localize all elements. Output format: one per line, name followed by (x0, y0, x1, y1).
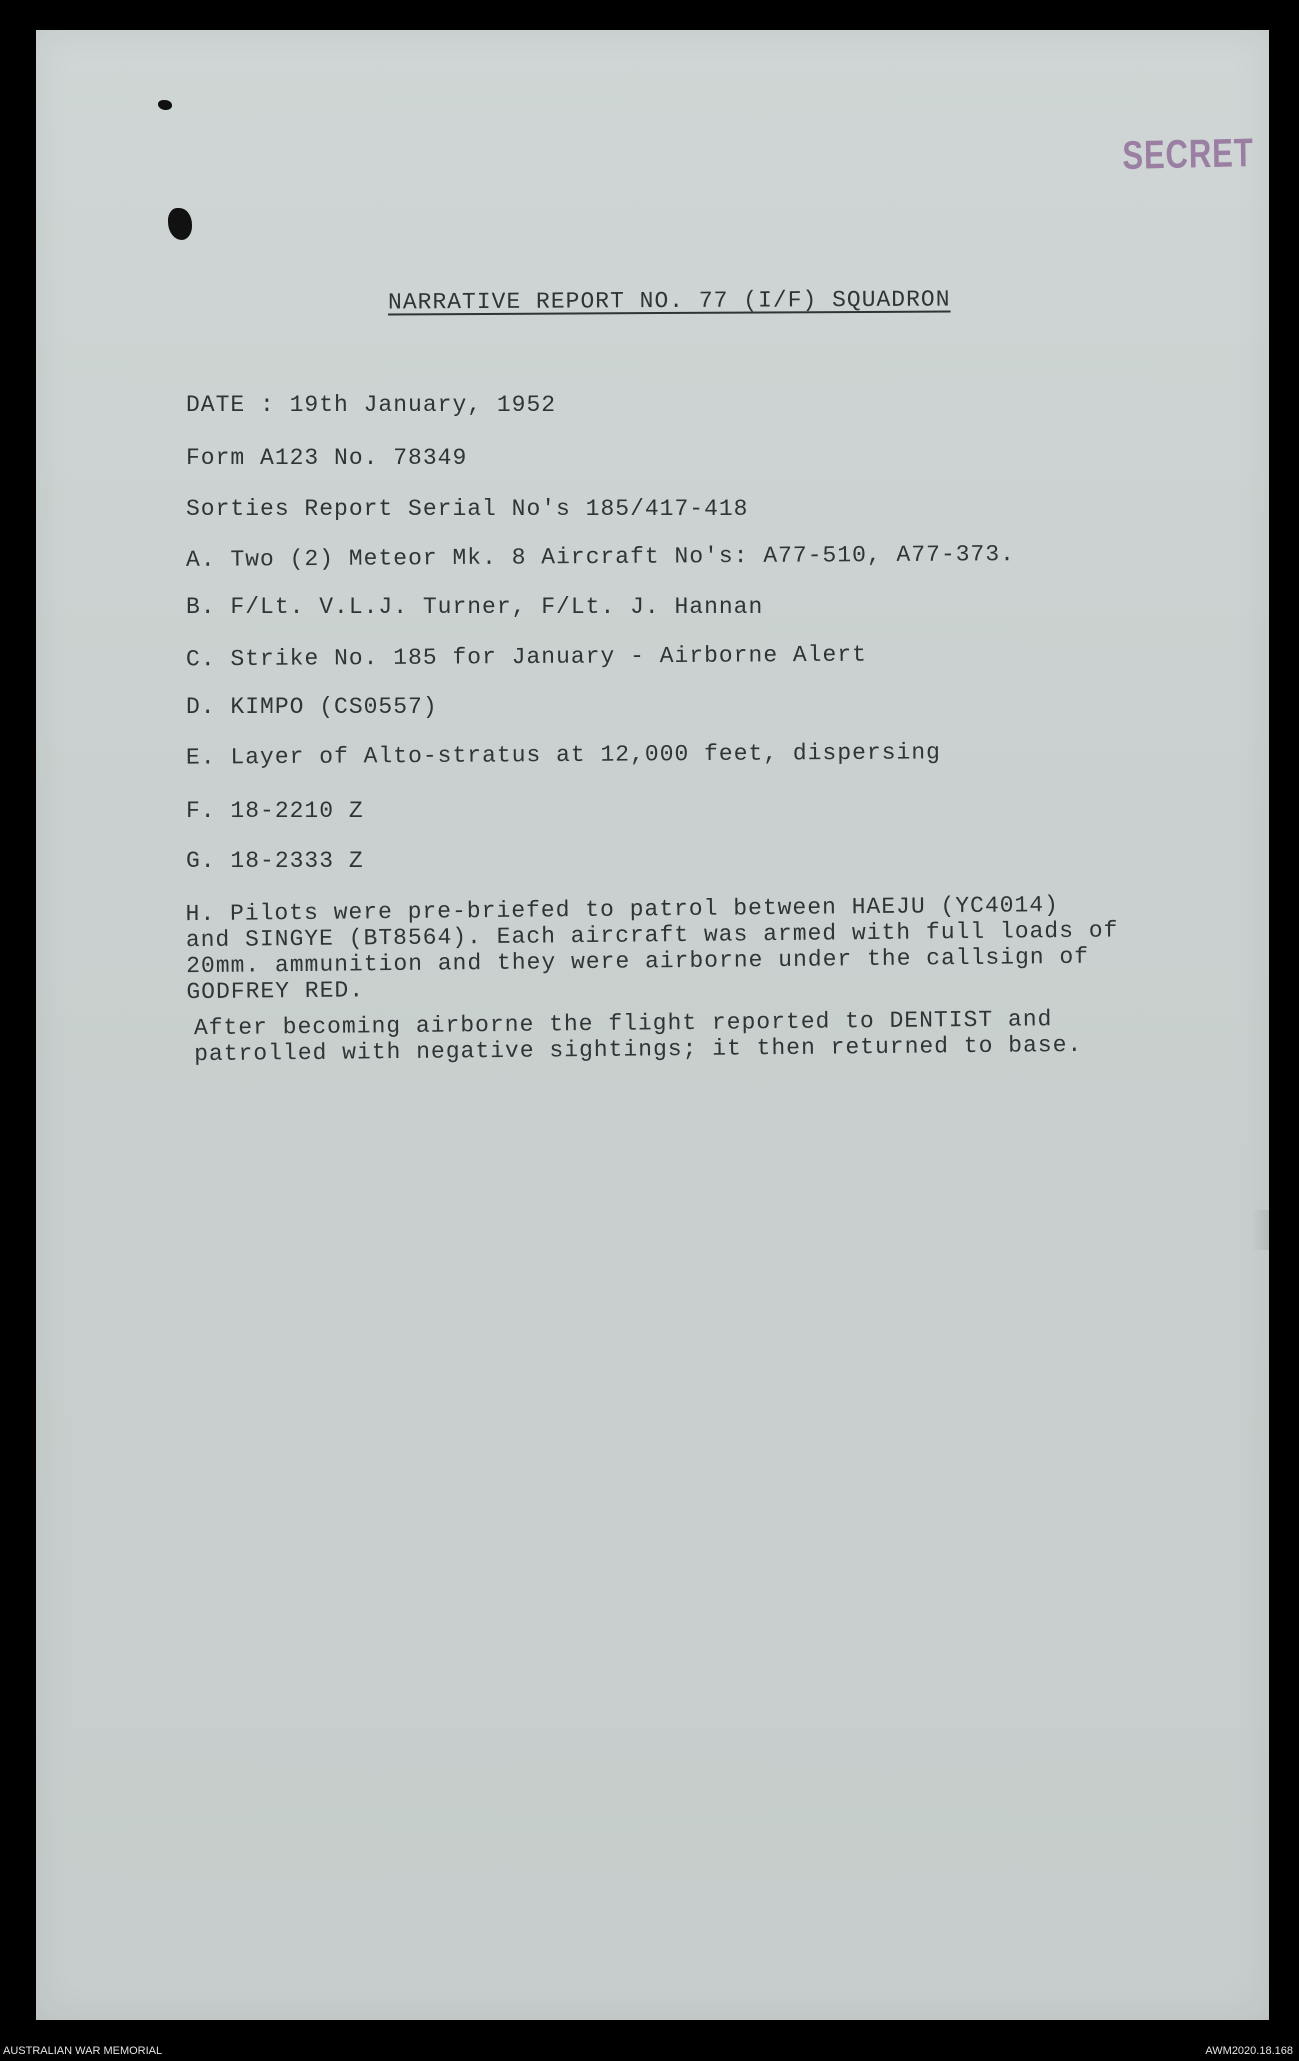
item-g: G. 18-2333 Z (186, 848, 364, 874)
footer-catalogue-id: AWM2020.18.168 (1205, 2045, 1293, 2057)
secret-stamp: SECRET (1122, 131, 1254, 178)
date-line: DATE : 19th January, 1952 (186, 392, 557, 418)
document-page (36, 30, 1269, 2020)
item-f: F. 18-2210 Z (186, 798, 364, 824)
sorties-line: Sorties Report Serial No's 185/417-418 (186, 496, 749, 522)
punch-hole-mark (158, 100, 172, 110)
item-d: D. KIMPO (CS0557) (186, 694, 438, 720)
report-title: NARRATIVE REPORT NO. 77 (I/F) SQUADRON (387, 286, 951, 316)
punch-hole (168, 208, 192, 240)
item-b: B. F/Lt. V.L.J. Turner, F/Lt. J. Hannan (186, 594, 764, 620)
item-e: E. Layer of Alto-stratus at 12,000 feet, dispersing (185, 739, 942, 771)
footer-archive-credit: AUSTRALIAN WAR MEMORIAL (3, 2045, 163, 2057)
item-c: C. Strike No. 185 for January - Airborne Alert (185, 641, 867, 673)
form-line: Form A123 No. 78349 (186, 445, 468, 471)
closing-paragraph: After becoming airborne the flight reported to DENTIST and patrolled with negative sightings; it then returned to base. (193, 1006, 1083, 1068)
paper-edge-fold (1251, 1210, 1269, 1250)
item-h-paragraph: H. Pilots were pre-briefed to patrol between HAEJU (YC4014) and SINGYE (BT8564). Each aircraft was armed with full loads of 20mm. ammunition and they were airborne under the callsign of GODFREY RED. (185, 892, 1119, 1006)
item-a: A. Two (2) Meteor Mk. 8 Aircraft No's: A77-510, A77-373. (185, 541, 1016, 573)
